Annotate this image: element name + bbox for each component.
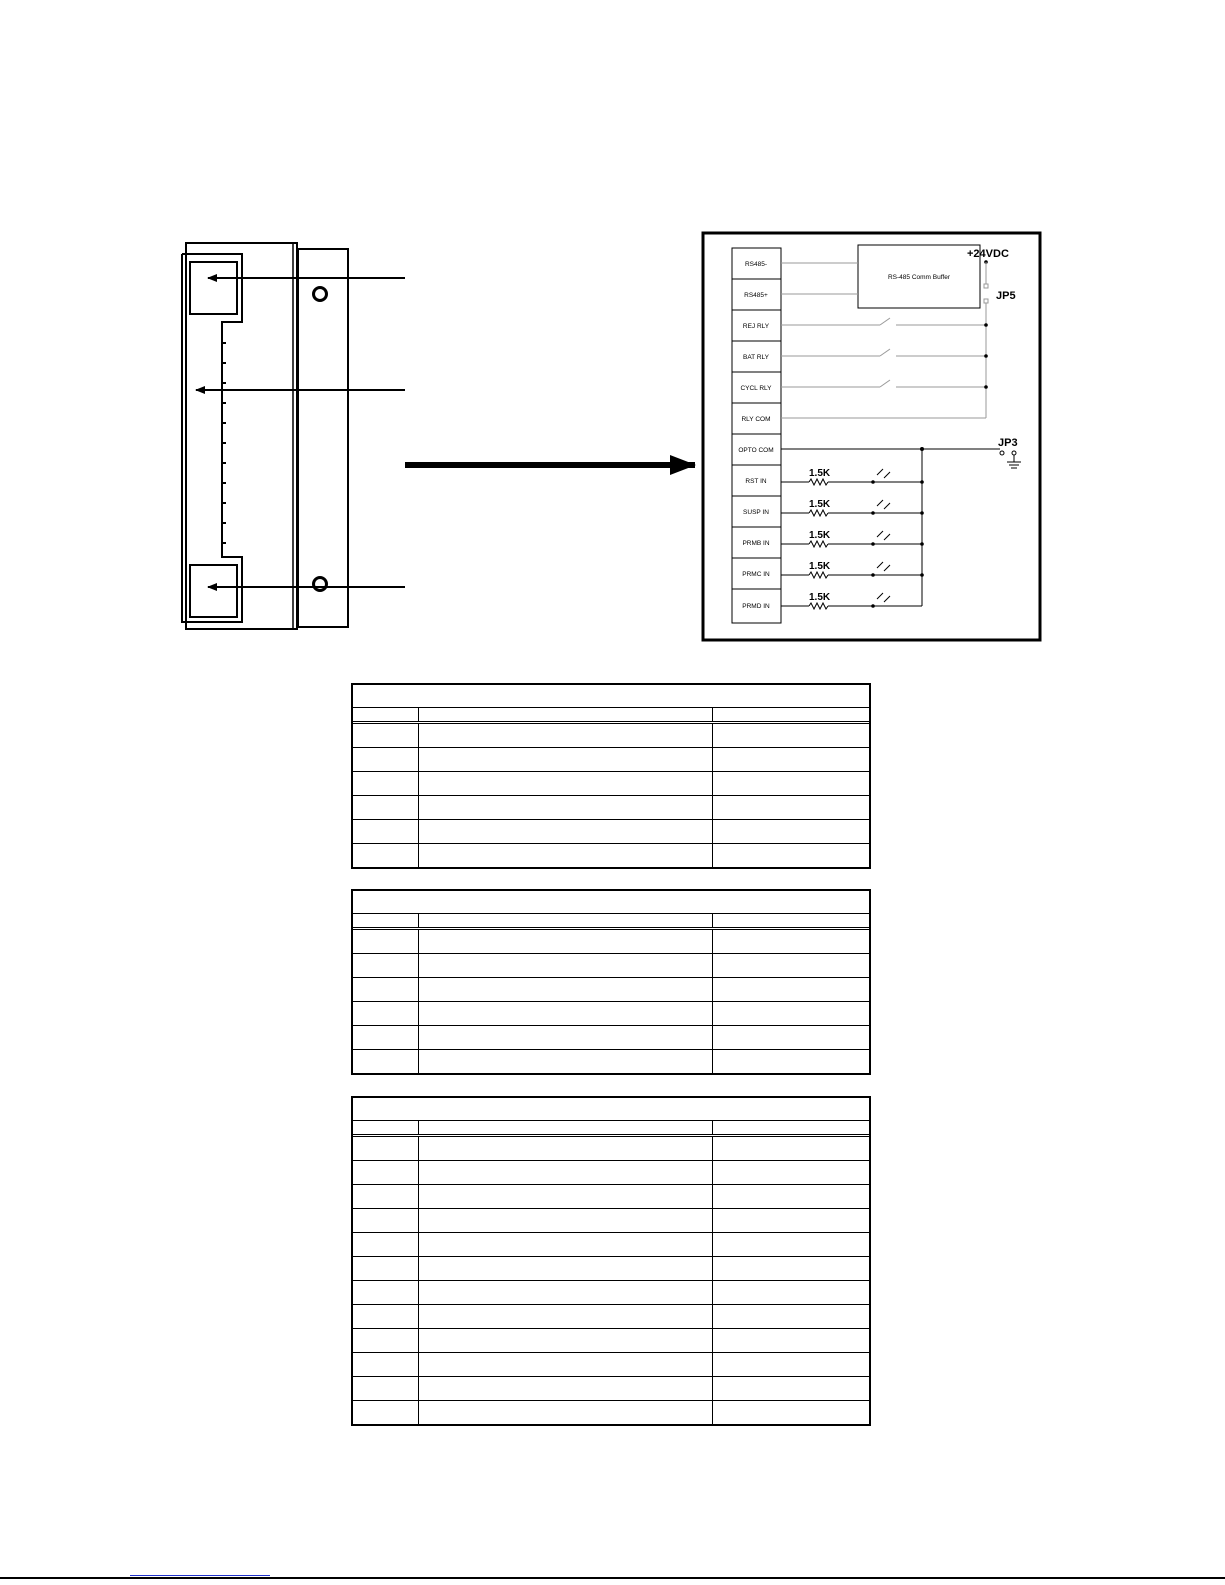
table-row xyxy=(353,978,869,1002)
terminal-label: CYCL RLY xyxy=(740,385,772,392)
table-row xyxy=(353,1401,869,1424)
table-header-row xyxy=(353,1121,869,1137)
resistor-icon xyxy=(809,510,828,516)
relay-wires xyxy=(781,318,986,418)
jp5-pin xyxy=(984,284,988,288)
terminal-label: RST IN xyxy=(745,478,767,485)
relay-node xyxy=(984,385,988,389)
supply-label: +24VDC xyxy=(967,248,1009,260)
connector-flange xyxy=(298,249,348,627)
mounting-hole-bottom xyxy=(314,578,327,591)
resistor-label: 1.5K xyxy=(809,561,831,572)
table-row xyxy=(353,1050,869,1073)
resistor-label: 1.5K xyxy=(809,530,831,541)
terminal-label: PRMD IN xyxy=(742,603,770,610)
terminal-label: BAT RLY xyxy=(742,354,770,361)
table-row xyxy=(353,930,869,954)
led-ray-icon xyxy=(884,503,890,509)
terminal-label: OPTO COM xyxy=(738,447,774,454)
table-header-row xyxy=(353,708,869,724)
input-channel-prmb xyxy=(781,530,924,547)
pin-table-3 xyxy=(351,1096,871,1426)
terminal-label: SUSP IN xyxy=(743,509,769,516)
table-row xyxy=(353,772,869,796)
led-ray-icon xyxy=(877,562,883,568)
terminal-block xyxy=(732,248,781,623)
led-ray-icon xyxy=(877,593,883,599)
table-row xyxy=(353,1161,869,1185)
jp5-label: JP5 xyxy=(996,290,1016,302)
resistor-icon xyxy=(809,603,828,609)
connector-side-view xyxy=(182,243,348,629)
table-row xyxy=(353,1026,869,1050)
table-row xyxy=(353,844,869,867)
table-row xyxy=(353,1305,869,1329)
input-channel-rst xyxy=(781,468,924,485)
terminal-label: PRMB IN xyxy=(742,540,770,547)
jp3-pin xyxy=(1012,451,1016,455)
top-plug-socket xyxy=(190,262,237,314)
jp5-pin xyxy=(984,299,988,303)
input-channel-susp xyxy=(781,499,924,516)
jp3-label: JP3 xyxy=(998,437,1018,449)
resistor-icon xyxy=(809,479,828,485)
terminal-label: RS485- xyxy=(744,261,768,268)
table-row xyxy=(353,1209,869,1233)
relay-node xyxy=(984,354,988,358)
resistor-icon xyxy=(809,572,828,578)
mounting-hole-top xyxy=(314,288,327,301)
terminal-label: RLY COM xyxy=(741,416,771,423)
led-ray-icon xyxy=(884,534,890,540)
terminal-label: REJ RLY xyxy=(742,323,770,330)
led-ray-icon xyxy=(877,531,883,537)
table-header-row xyxy=(353,914,869,930)
led-ray-icon xyxy=(877,469,883,475)
input-channel-prmd xyxy=(781,592,922,609)
resistor-label: 1.5K xyxy=(809,468,831,479)
table-row xyxy=(353,1377,869,1401)
table-row xyxy=(353,1002,869,1026)
pin-table-2 xyxy=(351,889,871,1075)
footer-rule xyxy=(0,1577,1225,1579)
table-row xyxy=(353,1233,869,1257)
table-row xyxy=(353,1281,869,1305)
table-title-row xyxy=(353,1098,869,1121)
led-ray-icon xyxy=(884,565,890,571)
led-ray-icon xyxy=(877,500,883,506)
table-row xyxy=(353,796,869,820)
bottom-plug-socket xyxy=(190,565,237,617)
table-row xyxy=(353,820,869,844)
footer-link-underline[interactable] xyxy=(130,1575,270,1576)
table-row xyxy=(353,1257,869,1281)
led-ray-icon xyxy=(884,472,890,478)
table-row xyxy=(353,954,869,978)
resistor-label: 1.5K xyxy=(809,499,831,510)
table-row xyxy=(353,1137,869,1161)
pin-table-1 xyxy=(351,683,871,869)
resistor-icon xyxy=(809,541,828,547)
relay-node xyxy=(984,323,988,327)
led-ray-icon xyxy=(884,596,890,602)
table-title-row xyxy=(353,685,869,708)
table-title-row xyxy=(353,891,869,914)
table-row xyxy=(353,1353,869,1377)
table-row xyxy=(353,724,869,748)
rs485-buffer-label: RS-485 Comm Buffer xyxy=(887,274,951,281)
resistor-label: 1.5K xyxy=(809,592,831,603)
table-row xyxy=(353,1185,869,1209)
schematic xyxy=(703,233,1040,640)
terminal-label: PRMC IN xyxy=(742,571,770,578)
input-channel-prmc xyxy=(781,561,924,578)
table-row xyxy=(353,1329,869,1353)
table-row xyxy=(353,748,869,772)
jp3-pin xyxy=(1000,451,1004,455)
terminal-label: RS485+ xyxy=(744,292,768,299)
